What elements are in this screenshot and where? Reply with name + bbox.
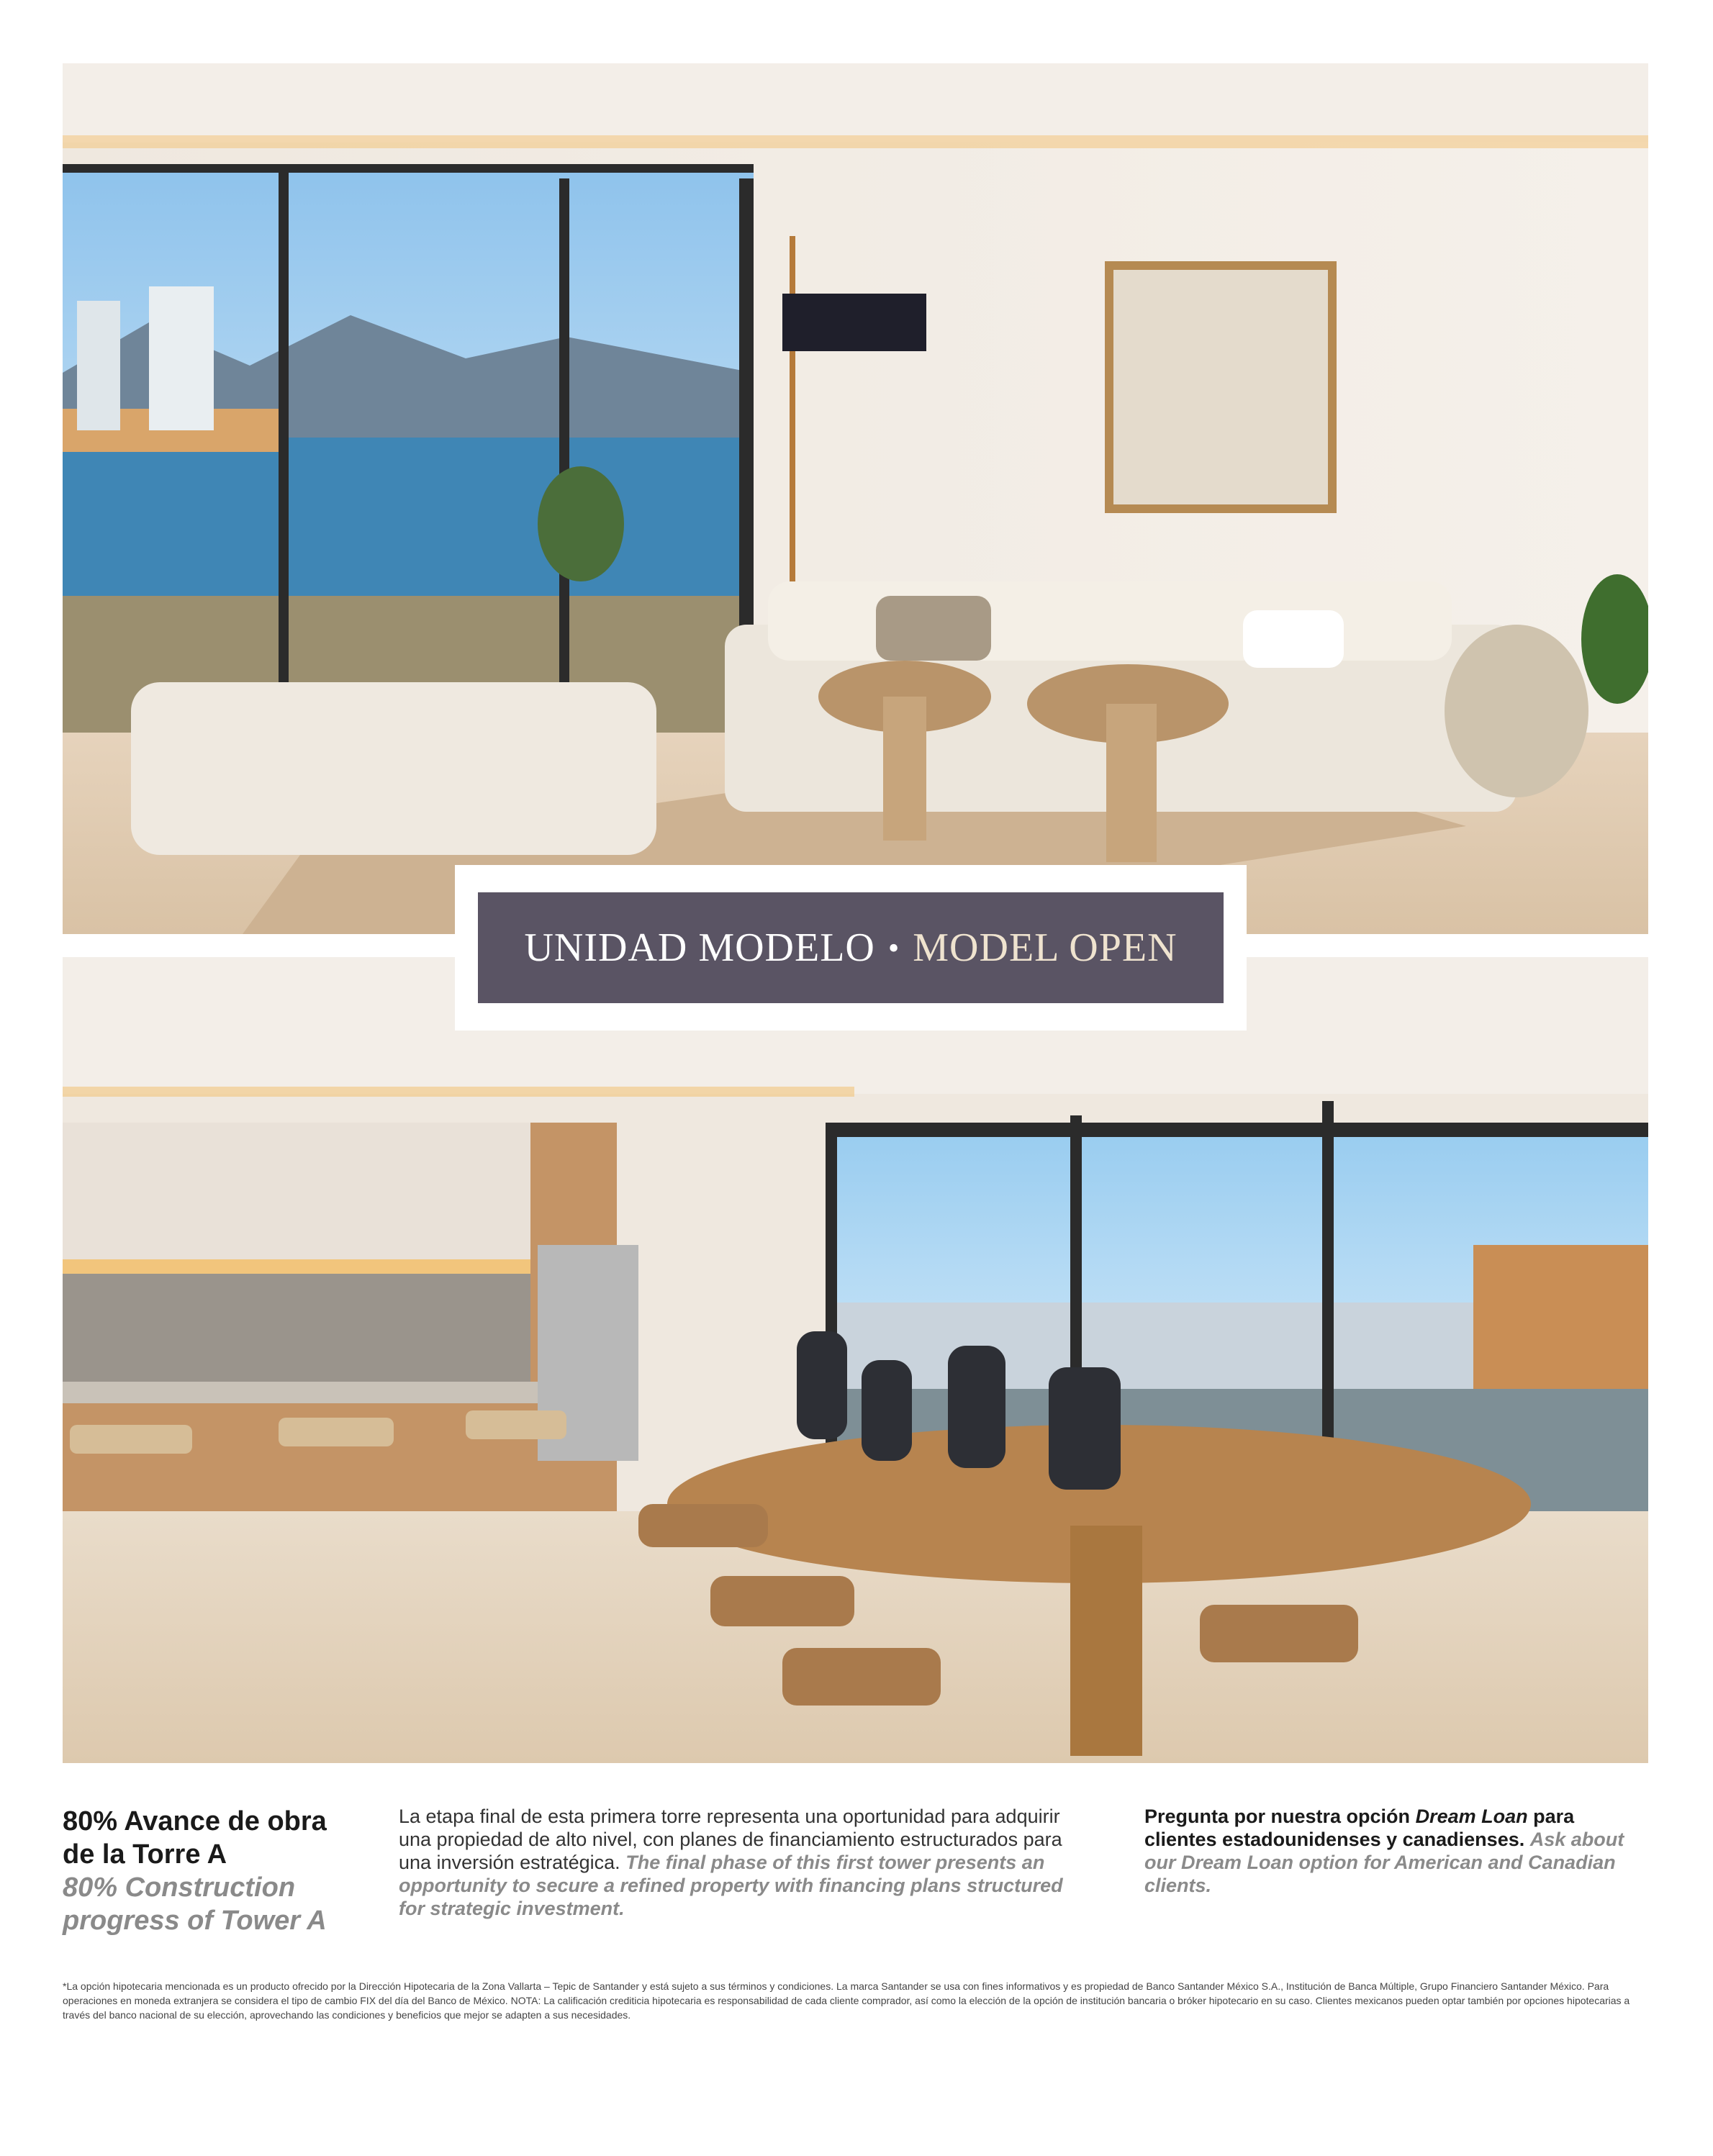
living-room-photo: [63, 63, 1648, 934]
description-es: La etapa final de esta primera torre representa una oportunidad para adquirir una propiedad de alto nivel, con planes de financiamiento estructurados para una inversión estratégica.: [399, 1806, 1062, 1873]
description-block: [399, 1805, 1090, 1920]
dream-loan-es-suffix: para clientes estadounidenses y canadienses.: [1144, 1806, 1575, 1850]
progress-en-line2: progress of Tower A: [63, 1906, 327, 1936]
dream-loan-en: Ask about our Dream Loan option for American and Canadian clients.: [1144, 1829, 1624, 1896]
banner-text-en: MODEL OPEN: [913, 925, 1178, 970]
dream-loan-emphasis: Dream Loan: [1415, 1806, 1528, 1827]
dream-loan-block: [1144, 1805, 1648, 1897]
description-en: The final phase of this first tower presents an opportunity to secure a refined property with financing plans structured for strategic investment.: [399, 1852, 1063, 1919]
banner-label: [478, 892, 1224, 1003]
legal-footnote: *La opción hipotecaria mencionada es un producto ofrecido por la Dirección Hipotecaria de la Zona Vallarta – Tepic de Santander y está sujeto a sus términos y condiciones. La marca Santander se usa con fines informativos y es propiedad de Banco Santander México S.A., Institución de Banca Múltiple, Grupo Financiero Santander México. Para operaciones en moneda extranjera se considera el tipo de cambio FIX del día del Banco de México. NOTA: La calificación crediticia hipotecaria es responsabilidad de cada cliente comprador, así como la elección de la opción de institución bancaria o bróker hipotecario en su caso. Clientes mexicanos pueden optar también por opciones hipotecarias a través del banco nacional de su elección, aprovechando las condiciones y beneficios que mejor se adapten a sus necesidades.: [63, 1980, 1630, 2021]
description-text: [399, 1805, 1090, 1920]
dream-loan-es-prefix: Pregunta por nuestra opción: [1144, 1806, 1411, 1827]
banner-text-es: UNIDAD MODELO: [524, 925, 875, 970]
dream-loan-text: [1144, 1805, 1648, 1897]
banner-separator: •: [887, 930, 900, 966]
progress-es-line1: 80% Avance de obra: [63, 1806, 327, 1836]
kitchen-dining-photo: [63, 957, 1648, 1763]
progress-en-line1: 80% Construction: [63, 1872, 296, 1903]
progress-heading: [63, 1805, 365, 1937]
progress-es-line2: de la Torre A: [63, 1839, 227, 1870]
model-open-banner: [455, 865, 1247, 1031]
